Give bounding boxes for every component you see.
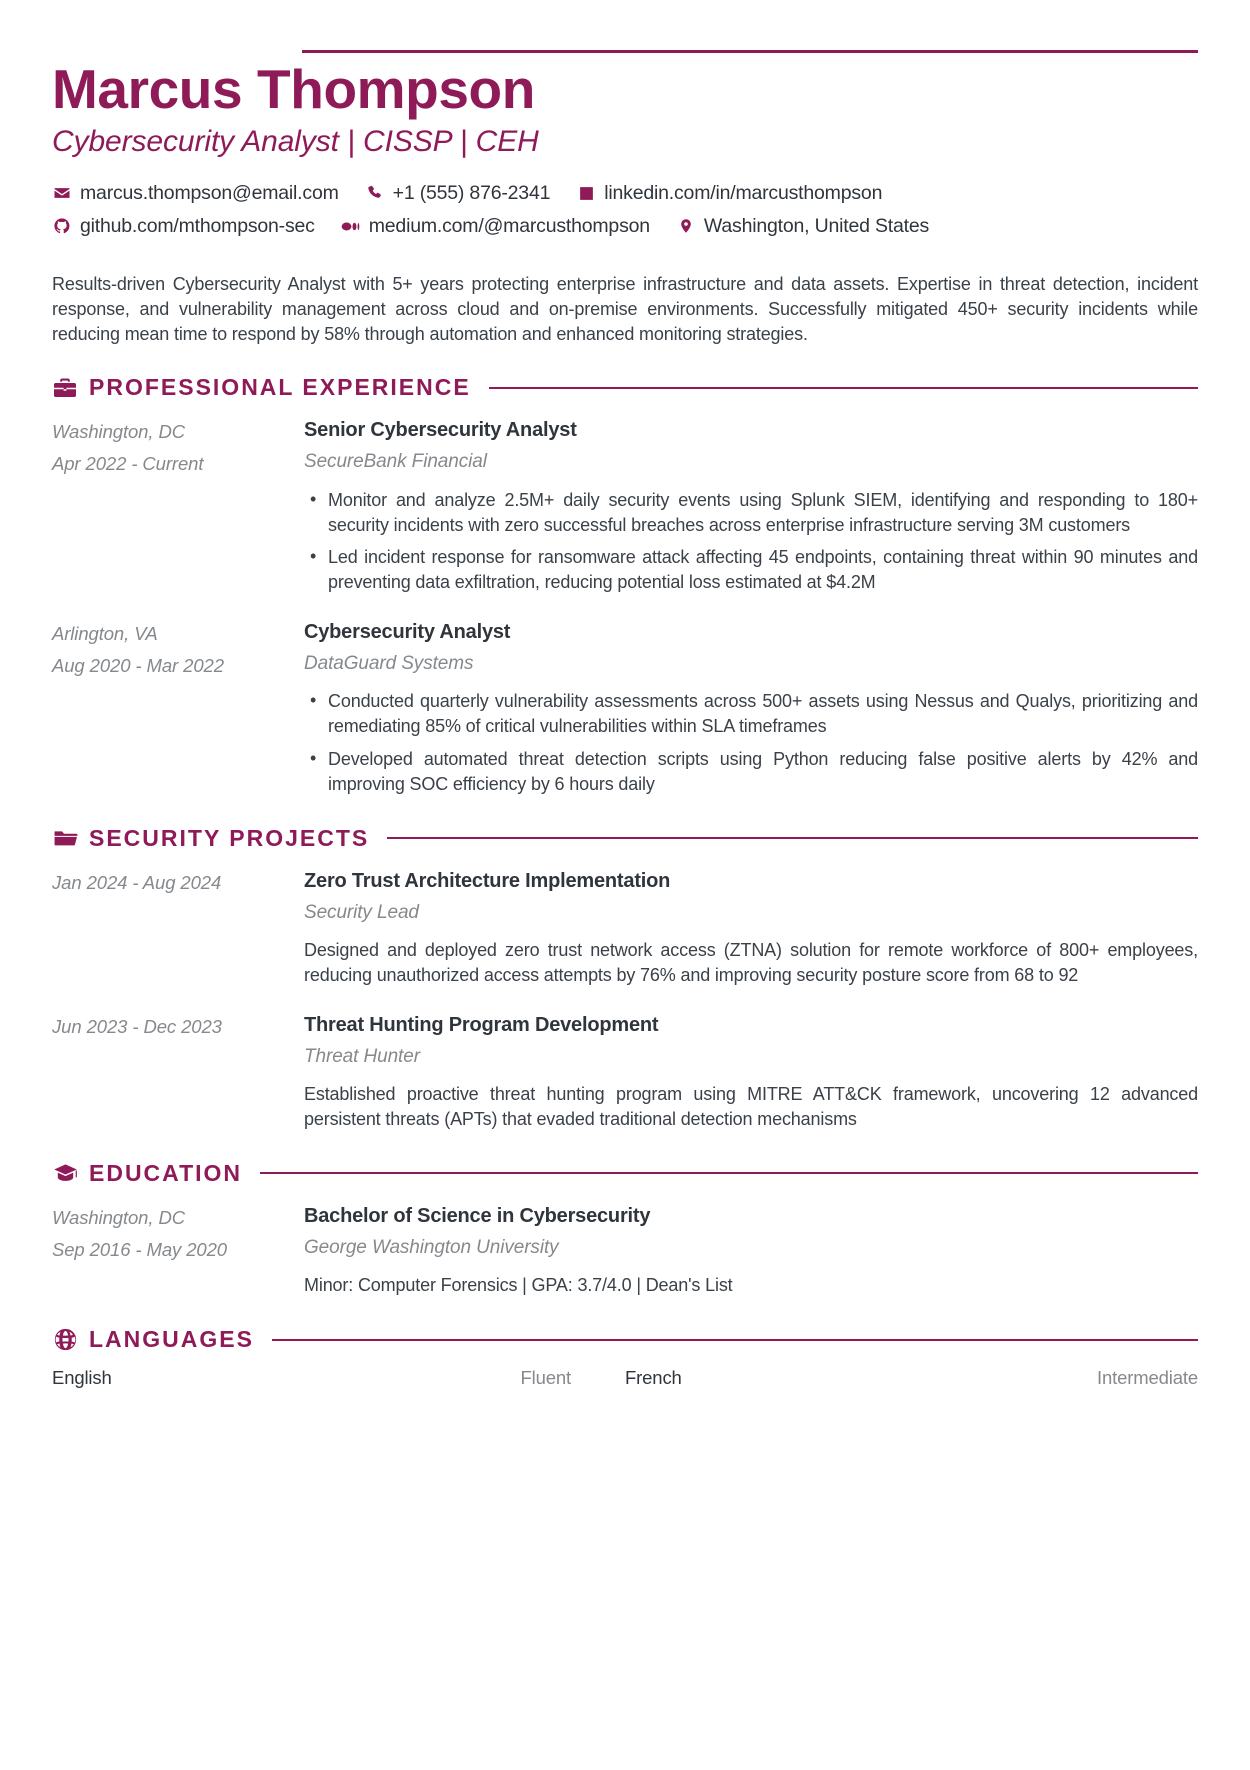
- section-title: SECURITY PROJECTS: [89, 824, 370, 851]
- entry-dates: Jun 2023 - Dec 2023: [52, 1015, 222, 1037]
- languages-row: [52, 1367, 1198, 1389]
- entry-role: Security Lead: [304, 901, 419, 923]
- envelope-icon: [52, 183, 72, 203]
- contact-linkedin-text: linkedin.com/in/marcusthompson: [604, 181, 883, 204]
- entry-meta-column: [52, 866, 304, 899]
- language-level: Fluent: [520, 1367, 571, 1389]
- bullet-item: • Developed automated threat detection scripts using Python reducing false positive alerts by 42% and improving SOC efficiency by 6 hours daily: [304, 747, 1198, 797]
- contact-phone[interactable]: [365, 182, 551, 205]
- contact-github[interactable]: [52, 215, 315, 238]
- entry-meta-column: [52, 617, 304, 682]
- entry-company: DataGuard Systems: [304, 653, 474, 675]
- location-pin-icon: [676, 216, 696, 236]
- section-header: [52, 1326, 1198, 1353]
- linkedin-icon: [576, 183, 596, 203]
- entry-content-column: [304, 1010, 1198, 1132]
- entry-meta-column: [52, 1201, 304, 1266]
- contact-location: [676, 215, 929, 238]
- folder-icon: [52, 825, 78, 851]
- briefcase-icon: [52, 375, 78, 401]
- page-title: Marcus Thompson: [52, 58, 535, 120]
- section-title: LANGUAGES: [89, 1326, 254, 1353]
- project-entry: [52, 1010, 1198, 1132]
- entry-title: Threat Hunting Program Development: [304, 1013, 659, 1036]
- entry-degree: Bachelor of Science in Cybersecurity: [304, 1204, 651, 1227]
- graduation-cap-icon: [52, 1160, 78, 1186]
- education-entry: [52, 1201, 1198, 1298]
- contact-github-text: github.com/mthompson-sec: [80, 214, 315, 237]
- experience-entry: [52, 415, 1198, 595]
- section-divider: [272, 1339, 1198, 1341]
- summary-paragraph: Results-driven Cybersecurity Analyst with 5+ years protecting enterprise infrastructure and data assets. Expertise in threat detection, incident response, and vulnerability management across cloud and on-premise environments. Successfully mitigated 450+ security incidents while reducing mean time to respond by 58% through automation and enhanced monitoring strategies.: [52, 273, 1198, 344]
- contact-linkedin[interactable]: [576, 182, 882, 205]
- section-divider: [387, 837, 1198, 839]
- contact-info: [52, 182, 1198, 238]
- section-divider: [260, 1172, 1198, 1174]
- entry-meta-column: [52, 1010, 304, 1043]
- entry-location: Arlington, VA: [52, 623, 158, 645]
- section-education: [52, 1160, 1198, 1298]
- resume-header: [52, 0, 1198, 238]
- entry-description: Designed and deployed zero trust network access (ZTNA) solution for remote workforce of 800+ employees, reducing unauthorized access attempts by 76% and improving security posture score from 68 to 92: [304, 940, 1198, 985]
- contact-email[interactable]: [52, 182, 339, 205]
- entry-description: Established proactive threat hunting program using MITRE ATT&CK framework, uncovering 12 advanced persistent threats (APTs) that evaded traditional detection mechanisms: [304, 1084, 1198, 1130]
- section-professional-experience: [52, 374, 1198, 796]
- entry-details: Minor: Computer Forensics | GPA: 3.7/4.0 | Dean's List: [304, 1275, 733, 1296]
- language-level: Intermediate: [1096, 1367, 1198, 1389]
- section-security-projects: [52, 825, 1198, 1132]
- contact-medium[interactable]: [341, 215, 650, 238]
- entry-dates: Sep 2016 - May 2020: [52, 1238, 227, 1260]
- section-header: [52, 1160, 1198, 1187]
- bullet-item: • Conducted quarterly vulnerability assessments across 500+ assets using Nessus and Qualys, prioritizing and remediating 85% of critical vulnerabilities within SLA timeframes: [304, 689, 1198, 739]
- section-divider: [489, 387, 1198, 389]
- entry-role: Threat Hunter: [304, 1045, 420, 1067]
- contact-email-text: marcus.thompson@email.com: [80, 181, 339, 204]
- section-header: [52, 374, 1198, 401]
- contact-row-1: [52, 182, 1198, 205]
- entry-content-column: [304, 866, 1198, 988]
- entry-bullet-list: [304, 689, 1198, 796]
- entry-company: SecureBank Financial: [304, 451, 487, 473]
- entry-content-column: [304, 1201, 1198, 1298]
- section-title: EDUCATION: [89, 1159, 243, 1186]
- entry-content-column: [304, 617, 1198, 797]
- bullet-item: • Led incident response for ransomware attack affecting 45 endpoints, containing threat within 90 minutes and preventing data exfiltration, reducing potential loss estimated at $4.2M: [304, 545, 1198, 595]
- header-accent-rule: [302, 50, 1198, 53]
- section-title: PROFESSIONAL EXPERIENCE: [89, 374, 471, 401]
- language-name: English: [52, 1367, 112, 1389]
- entry-dates: Apr 2022 - Current: [52, 453, 204, 475]
- contact-location-text: Washington, United States: [703, 214, 930, 237]
- entry-dates: Aug 2020 - Mar 2022: [52, 654, 224, 676]
- contact-phone-text: +1 (555) 876-2341: [392, 181, 551, 204]
- entry-bullet-list: [304, 488, 1198, 595]
- github-icon: [52, 216, 72, 236]
- experience-entry: [52, 617, 1198, 797]
- entry-institution: George Washington University: [304, 1236, 559, 1258]
- entry-content-column: [304, 415, 1198, 595]
- contact-row-2: [52, 215, 1198, 238]
- entry-dates: Jan 2024 - Aug 2024: [52, 871, 222, 893]
- entry-meta-column: [52, 415, 304, 480]
- contact-medium-text: medium.com/@marcusthompson: [368, 214, 650, 237]
- entry-title: Zero Trust Architecture Implementation: [304, 869, 671, 892]
- section-languages: [52, 1326, 1198, 1389]
- globe-icon: [52, 1327, 78, 1353]
- phone-icon: [365, 183, 385, 203]
- project-entry: [52, 866, 1198, 988]
- header-subtitle: Cybersecurity Analyst | CISSP | CEH: [52, 125, 539, 159]
- language-item: [625, 1367, 1198, 1389]
- entry-title: Senior Cybersecurity Analyst: [304, 419, 577, 442]
- bullet-item: • Monitor and analyze 2.5M+ daily security events using Splunk SIEM, identifying and responding to 180+ security incidents with zero successful breaches across enterprise infrastructure serving 3M customers: [304, 488, 1198, 538]
- medium-icon: [341, 216, 361, 236]
- language-item: [52, 1367, 625, 1389]
- section-header: [52, 825, 1198, 852]
- language-name: French: [625, 1367, 682, 1389]
- entry-title: Cybersecurity Analyst: [304, 621, 511, 644]
- entry-location: Washington, DC: [52, 421, 185, 443]
- entry-location: Washington, DC: [52, 1206, 185, 1228]
